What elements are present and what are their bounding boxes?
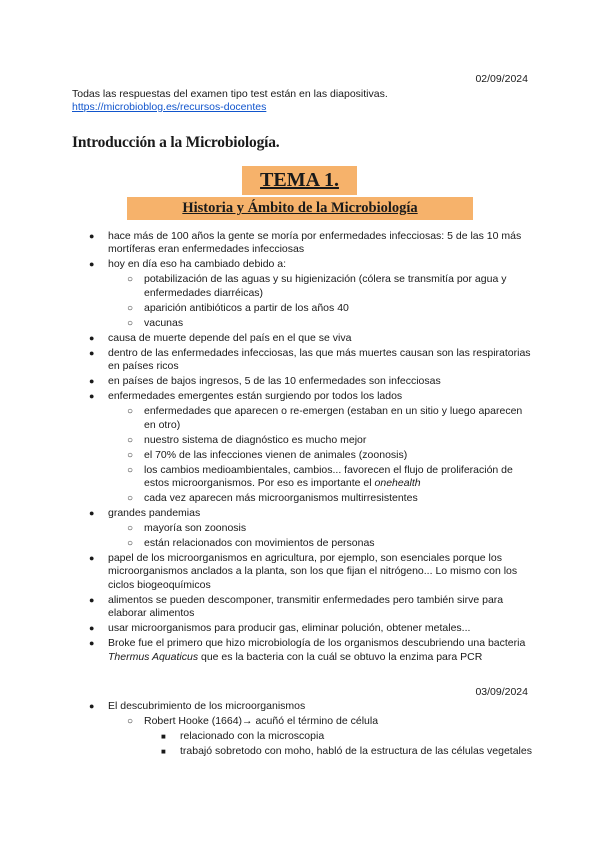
thermus-term: Thermus Aquaticus: [108, 650, 199, 663]
list-item: ● en países de bajos ingresos, 5 de las 10 enfermedades son infecciosas: [89, 375, 441, 388]
bullet-circle-icon: ○: [127, 716, 134, 727]
list-item: ○ cada vez aparecen más microorganismos multirresistentes: [127, 492, 418, 505]
list-item: ○ Robert Hooke (1664)→ acuñó el término de célula: [127, 715, 379, 727]
bullet-disc-icon: ●: [89, 594, 95, 605]
tema-heading: [242, 166, 357, 195]
intro-text: Todas las respuestas del examen tipo test están en las diapositivas.: [72, 88, 388, 100]
bullet-disc-icon: ●: [89, 332, 95, 343]
bullet-disc-icon: ●: [89, 347, 95, 358]
bullet-circle-icon: ○: [127, 464, 134, 476]
list-item: ● grandes pandemias: [89, 507, 201, 520]
list-item: ○ potabilización de las aguas y su higienización (cólera se transmitía por agua y enfermedades diarréicas): [127, 273, 507, 299]
list-item: ○ nuestro sistema de diagnóstico es mucho mejor: [127, 433, 367, 446]
list-item: ■ trabajó sobretodo con moho, habló de la estructura de las células vegetales: [161, 745, 532, 757]
tema-subtitle-box: [127, 197, 473, 220]
tema-title: TEMA 1.: [260, 169, 339, 191]
tema-subtitle: Historia y Ámbito de la Microbiología: [182, 200, 418, 216]
list-item: ● El descubrimiento de los microorganismos: [89, 700, 306, 712]
bullet-circle-icon: ○: [127, 406, 134, 418]
list-item: ○ mayoría son zoonosis: [127, 522, 247, 535]
list-item: ● alimentos se pueden descomponer, transmitir enfermedades pero también sirve para elaborar alimentos: [89, 593, 504, 620]
onehealth-term: onehealth: [374, 477, 421, 490]
bullet-square-icon: ■: [161, 732, 166, 741]
list-item: ● hace más de 100 años la gente se moría por enfermedades infecciosas: 5 de las 10 más mortíferas eran enfermedades infecciosas: [89, 230, 522, 256]
notes-list: [72, 230, 532, 666]
bullet-disc-icon: ●: [89, 553, 95, 564]
list-item: ● causa de muerte depende del país en el que se viva: [89, 331, 352, 344]
bullet-circle-icon: ○: [127, 523, 134, 535]
list-item: ● papel de los microorganismos en agricultura, por ejemplo, son esenciales porque los microorganismos anclados a la planta, son los que fijan el nitrógeno... Lo mismo con los ciclos biogeoquímicos: [89, 552, 518, 591]
bullet-disc-icon: ●: [89, 231, 95, 241]
bullet-disc-icon: ●: [89, 259, 95, 270]
bullet-disc-icon: ●: [89, 638, 95, 649]
bullet-circle-icon: ○: [127, 493, 134, 505]
resources-link[interactable]: https://microbioblog.es/recursos-docentes: [72, 101, 267, 113]
bullet-circle-icon: ○: [127, 538, 134, 550]
list-item: ○ enfermedades que aparecen o re-emergen (estaban en un sitio y luego aparecen en otro): [127, 405, 523, 431]
bullet-disc-icon: ●: [89, 701, 95, 711]
bullet-square-icon: ■: [161, 747, 166, 756]
bullet-disc-icon: ●: [89, 391, 95, 402]
bullet-circle-icon: ○: [127, 302, 134, 314]
intro-block: [72, 88, 532, 114]
list-item: ○ vacunas: [127, 316, 184, 329]
list-item: ● usar microorganismos para producir gas, eliminar polución, obtener metales...: [89, 622, 471, 635]
list-item: ● dentro de las enfermedades infecciosas, las que más muertes causan son las respiratorias en países ricos: [89, 346, 531, 373]
bullet-circle-icon: ○: [127, 317, 134, 329]
bullet-disc-icon: ●: [89, 623, 95, 634]
bullet-disc-icon: ●: [89, 508, 95, 519]
bullet-circle-icon: ○: [127, 449, 134, 461]
bullet-disc-icon: ●: [89, 376, 95, 387]
list-item: ● enfermedades emergentes están surgiendo por todos los lados: [89, 390, 403, 403]
list-item: ○ el 70% de las infecciones vienen de animales (zoonosis): [127, 448, 408, 461]
list-item: ○ están relacionados con movimientos de personas: [127, 537, 375, 550]
date-label: 02/09/2024: [475, 73, 528, 85]
date-label: 03/09/2024: [475, 686, 528, 698]
list-item: ○ aparición antibióticos a partir de los años 40: [127, 301, 349, 314]
list-item: ○ los cambios medioambientales, cambios... favorecen el flujo de proliferación de estos microorganismos. Por eso es importante el onehealth: [127, 463, 513, 490]
section-title: Introducción a la Microbiología.: [72, 134, 280, 151]
bullet-circle-icon: ○: [127, 274, 134, 286]
list-item: ● Broke fue el primero que hizo microbiología de los organismos descubriendo una bacteria Thermus Aquaticus que es la bacteria con la cuál se obtuvo la enzima para PCR: [89, 637, 526, 663]
notes-list-2: [72, 700, 532, 760]
list-item: ■ relacionado con la microscopia: [161, 730, 325, 742]
bullet-circle-icon: ○: [127, 434, 134, 446]
list-item: ● hoy en día eso ha cambiado debido a:: [89, 258, 287, 271]
